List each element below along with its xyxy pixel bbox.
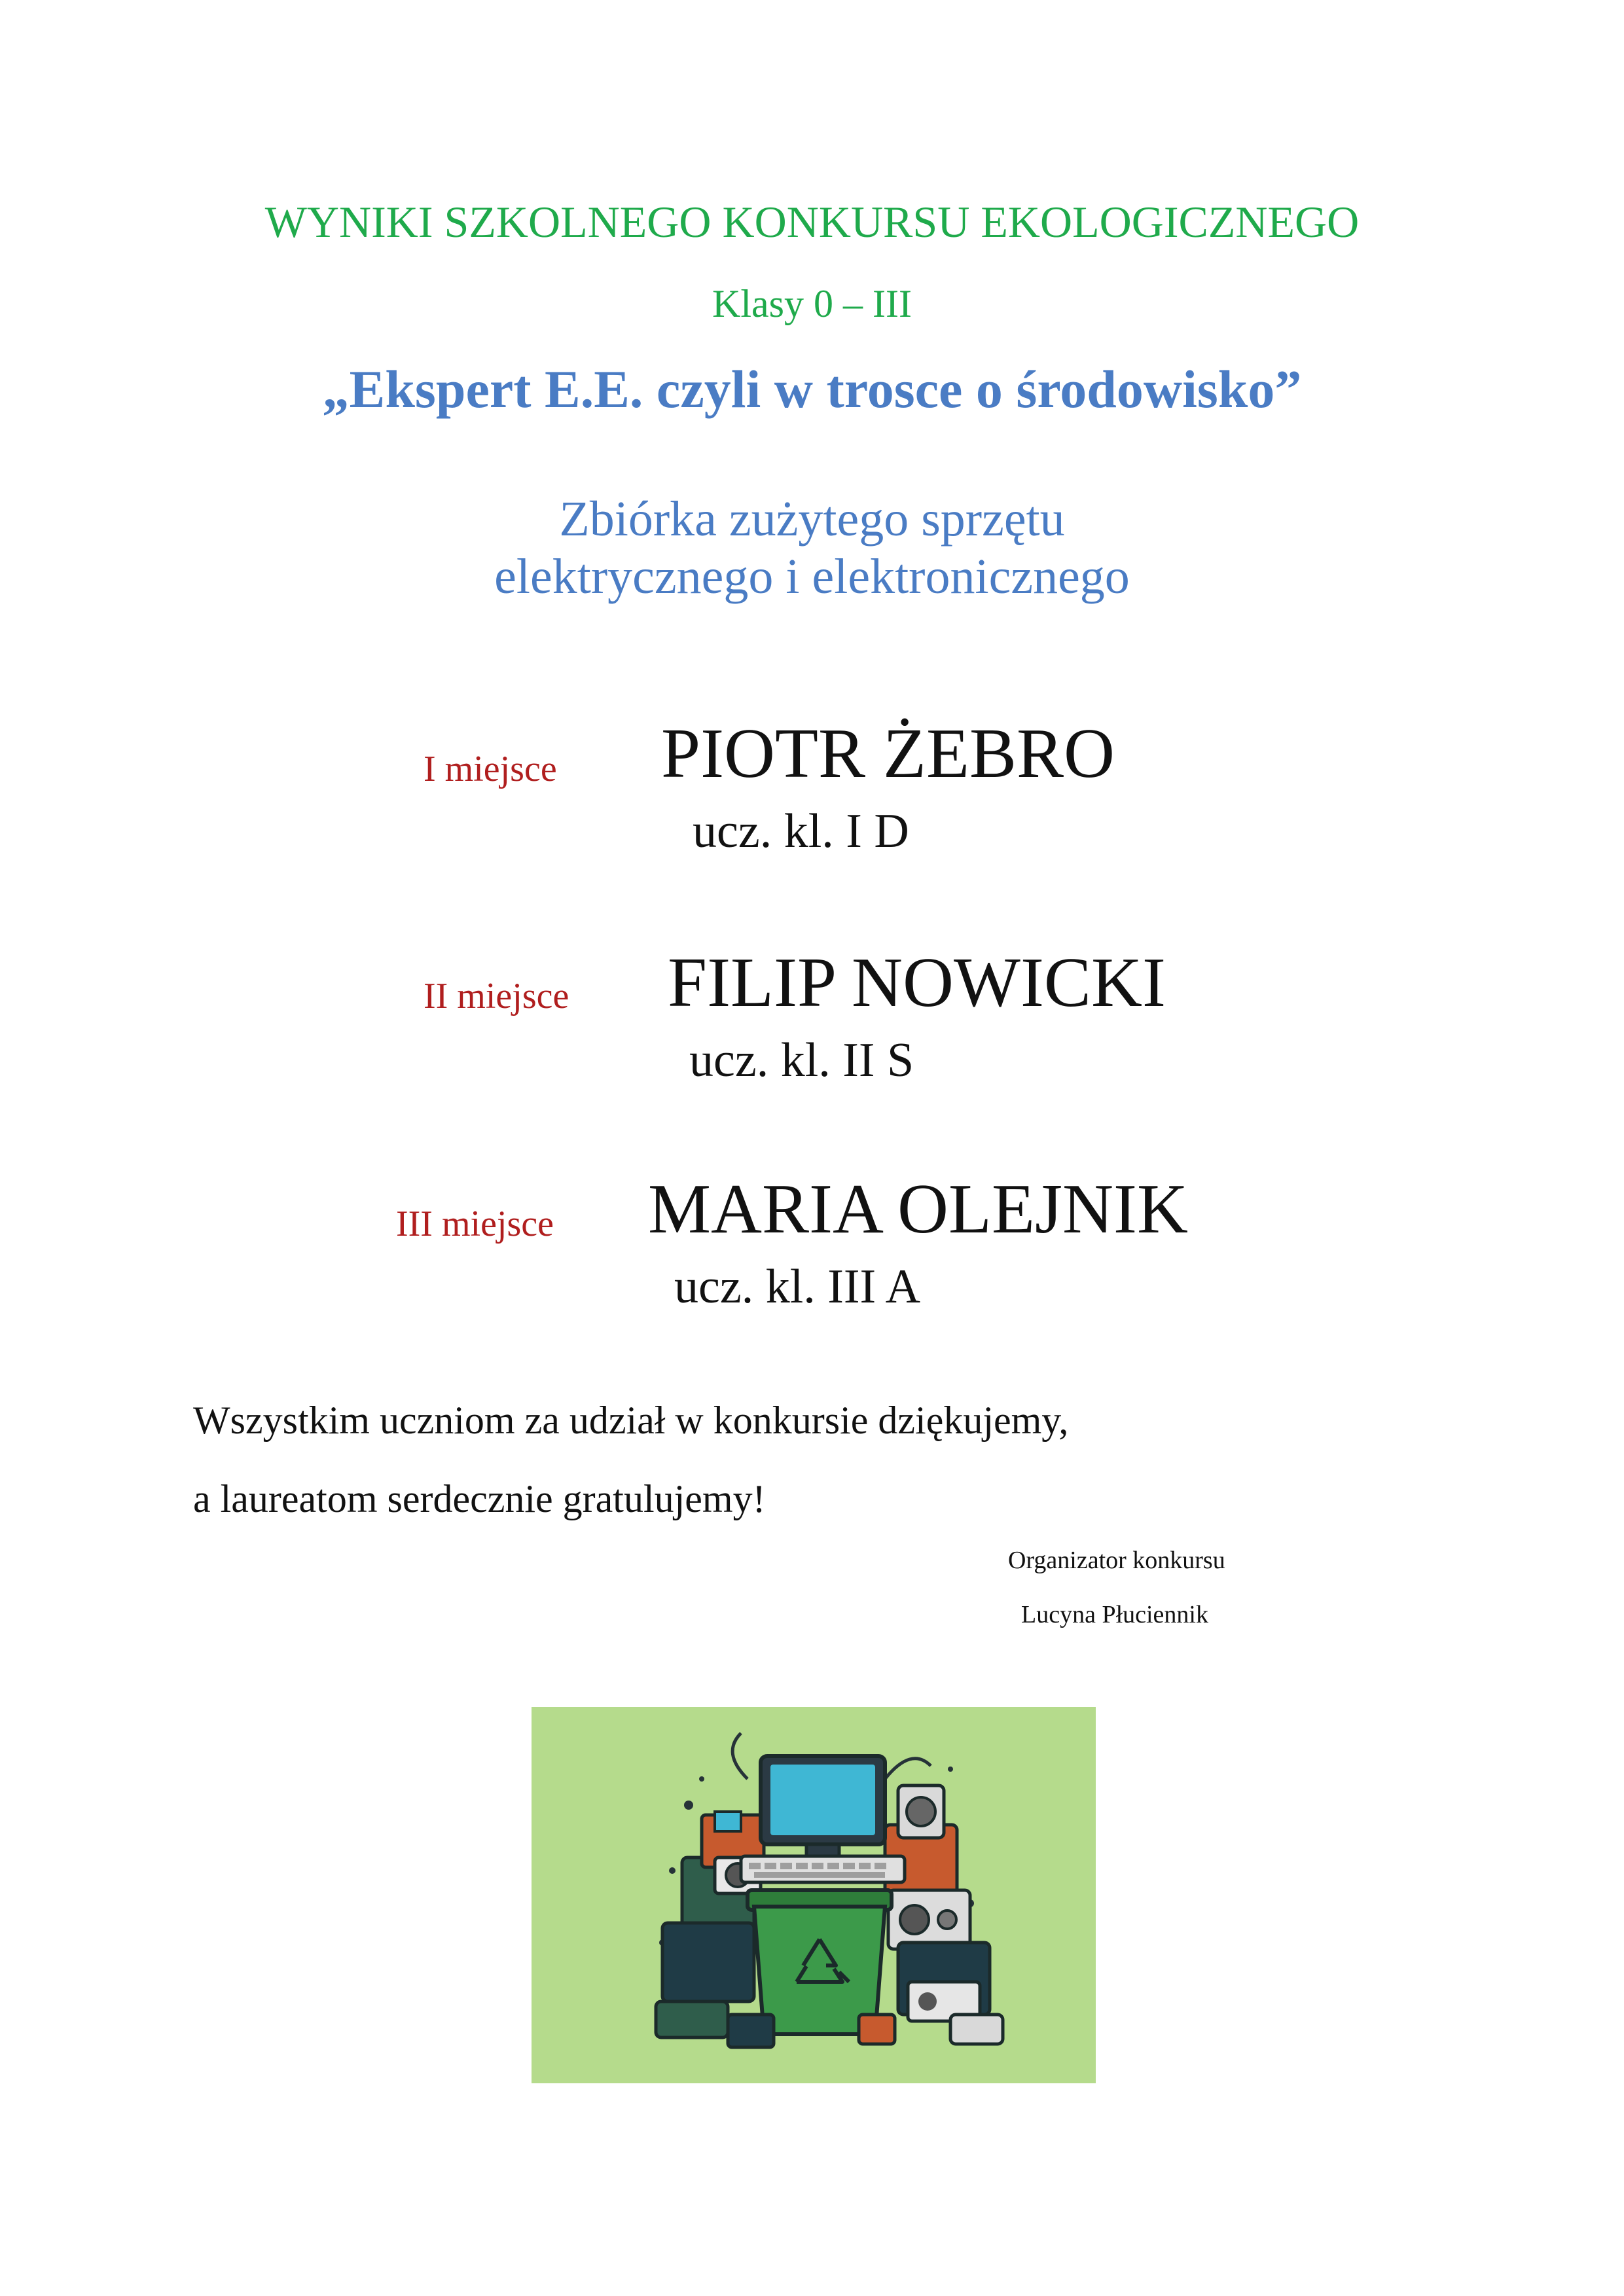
winner-name-2: FILIP NOWICKI xyxy=(668,944,1166,1022)
monitor xyxy=(761,1756,885,1857)
winner-class-1: ucz. kl. I D xyxy=(693,804,909,858)
grade-range: Klasy 0 – III xyxy=(712,282,912,325)
page-title: WYNIKI SZKOLNEGO KONKURSU EKOLOGICZNEGO xyxy=(264,197,1360,247)
contest-name: „Ekspert E.E. czyli w trosce o środowisko” xyxy=(322,359,1302,419)
thanks-line-1: Wszystkim uczniom za udział w konkursie dziękujemy, xyxy=(193,1399,1069,1442)
thanks-line-2: a laureatom serdecznie gratulujemy! xyxy=(193,1477,766,1520)
keyboard xyxy=(741,1856,905,1882)
winner-class-3: ucz. kl. III A xyxy=(674,1260,921,1314)
place-label-3: III miejsce xyxy=(396,1204,554,1244)
winner-name-3: MARIA OLEJNIK xyxy=(648,1170,1188,1248)
e-waste-recycling-illustration xyxy=(532,1707,1096,2083)
place-label-1: I miejsce xyxy=(424,749,557,789)
winner-class-2: ucz. kl. II S xyxy=(689,1033,914,1087)
organizer-role: Organizator konkursu xyxy=(1008,1547,1225,1574)
collection-line-1: Zbiórka zużytego sprzętu xyxy=(559,492,1065,547)
monitor-screen xyxy=(770,1765,875,1835)
organizer-name: Lucyna Płuciennik xyxy=(1021,1601,1208,1628)
collection-line-2: elektrycznego i elektronicznego xyxy=(494,549,1130,604)
recycle-bin xyxy=(748,1890,892,2034)
winner-name-1: PIOTR ŻEBRO xyxy=(661,715,1115,793)
place-label-2: II miejsce xyxy=(424,976,569,1016)
